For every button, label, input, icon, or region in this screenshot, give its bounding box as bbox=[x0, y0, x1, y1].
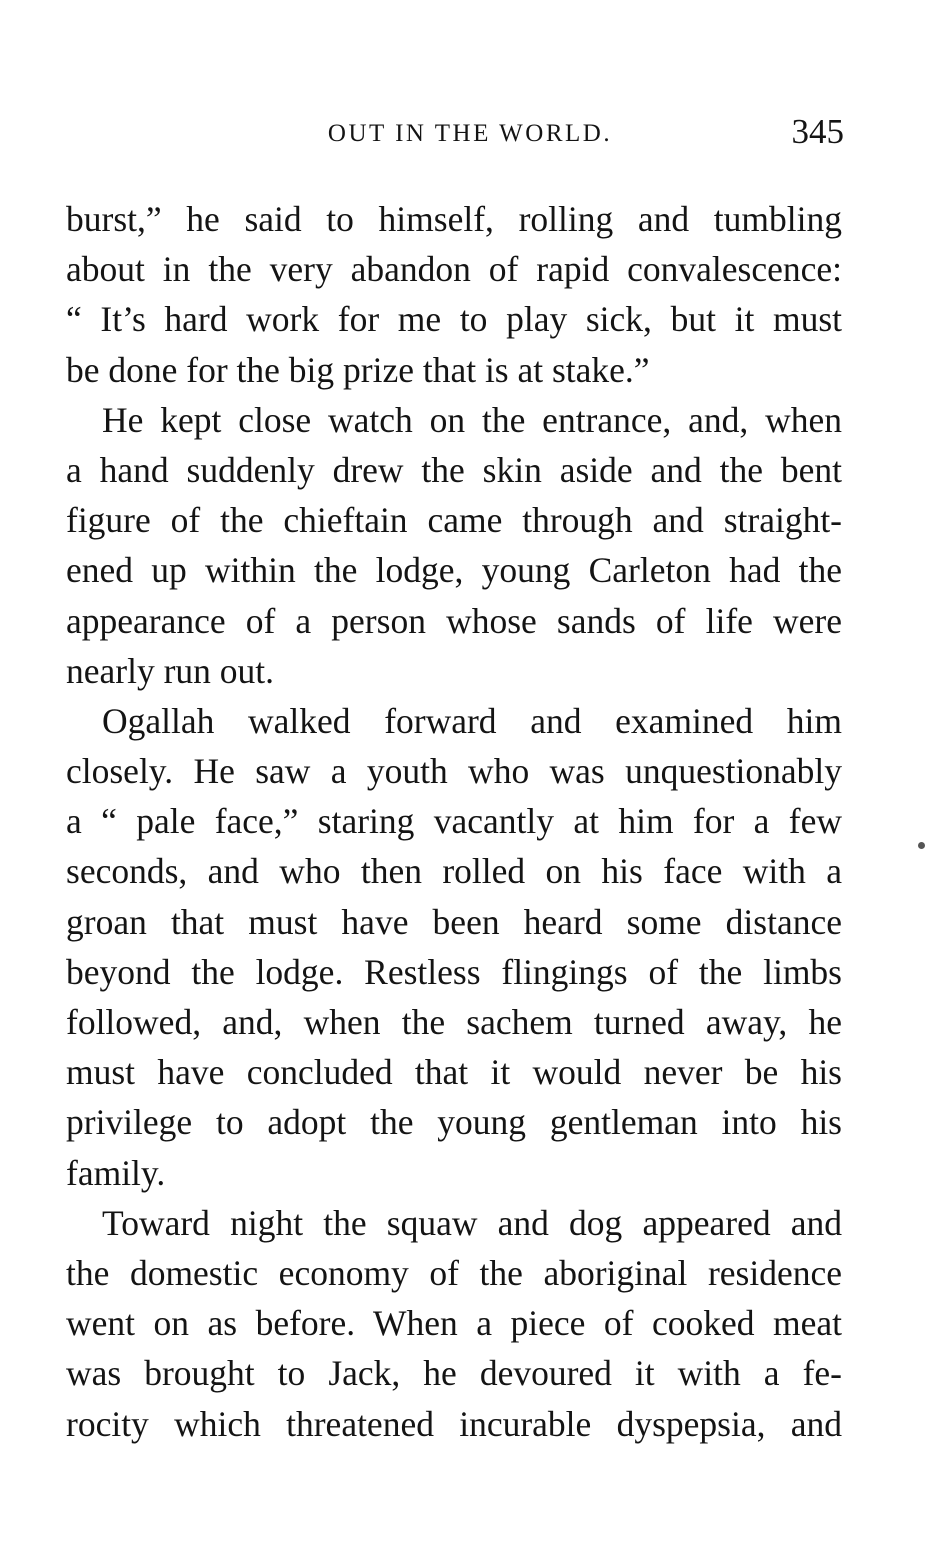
text-line: He kept close watch on the entrance, and, when bbox=[102, 399, 842, 440]
text-line: be done for the big prize that is at stake.” bbox=[66, 349, 650, 390]
body-text bbox=[66, 194, 842, 1449]
paragraph bbox=[66, 395, 842, 696]
text-line: beyond the lodge. Restless flingings of the limbs bbox=[66, 951, 842, 992]
text-line: went on as before. When a piece of cooked meat bbox=[66, 1303, 842, 1344]
text-line: figure of the chieftain came through and straight- bbox=[66, 500, 842, 541]
paragraph bbox=[66, 1198, 842, 1449]
text-line: closely. He saw a youth who was unquestionably bbox=[66, 751, 842, 792]
text-line: was brought to Jack, he devoured it with a fe- bbox=[66, 1353, 842, 1394]
paragraph bbox=[66, 194, 842, 395]
text-line: a hand suddenly drew the skin aside and the bent bbox=[66, 449, 842, 490]
page-number: 345 bbox=[791, 112, 844, 151]
text-line: the domestic economy of the aboriginal residence bbox=[66, 1252, 842, 1293]
text-line: ened up within the lodge, young Carleton had the bbox=[66, 550, 842, 591]
text-line: Toward night the squaw and dog appeared and bbox=[102, 1202, 842, 1243]
text-line: followed, and, when the sachem turned away, he bbox=[66, 1002, 842, 1042]
text-line: burst,” he said to himself, rolling and tumbling bbox=[66, 199, 842, 239]
text-line: must have concluded that it would never be his bbox=[66, 1052, 842, 1093]
paragraph bbox=[66, 696, 842, 1198]
text-line: nearly run out. bbox=[66, 650, 275, 691]
text-line: a “ pale face,” staring vacantly at him for a few bbox=[66, 801, 842, 842]
ink-speck bbox=[918, 842, 925, 849]
text-line: family. bbox=[66, 1152, 166, 1193]
text-line: privilege to adopt the young gentleman into his bbox=[66, 1102, 842, 1143]
running-title: OUT IN THE WORLD. bbox=[327, 120, 613, 147]
text-line: “ It’s hard work for me to play sick, but it must bbox=[66, 299, 842, 340]
text-line: groan that must have been heard some distance bbox=[66, 901, 842, 942]
text-line: appearance of a person whose sands of life were bbox=[66, 600, 842, 641]
text-line: Ogallah walked forward and examined him bbox=[102, 700, 842, 741]
text-line: rocity which threatened incurable dyspepsia, and bbox=[66, 1403, 842, 1444]
text-line: about in the very abandon of rapid convalescence: bbox=[66, 249, 842, 290]
running-head bbox=[66, 112, 844, 156]
text-line: seconds, and who then rolled on his face with a bbox=[66, 851, 842, 892]
